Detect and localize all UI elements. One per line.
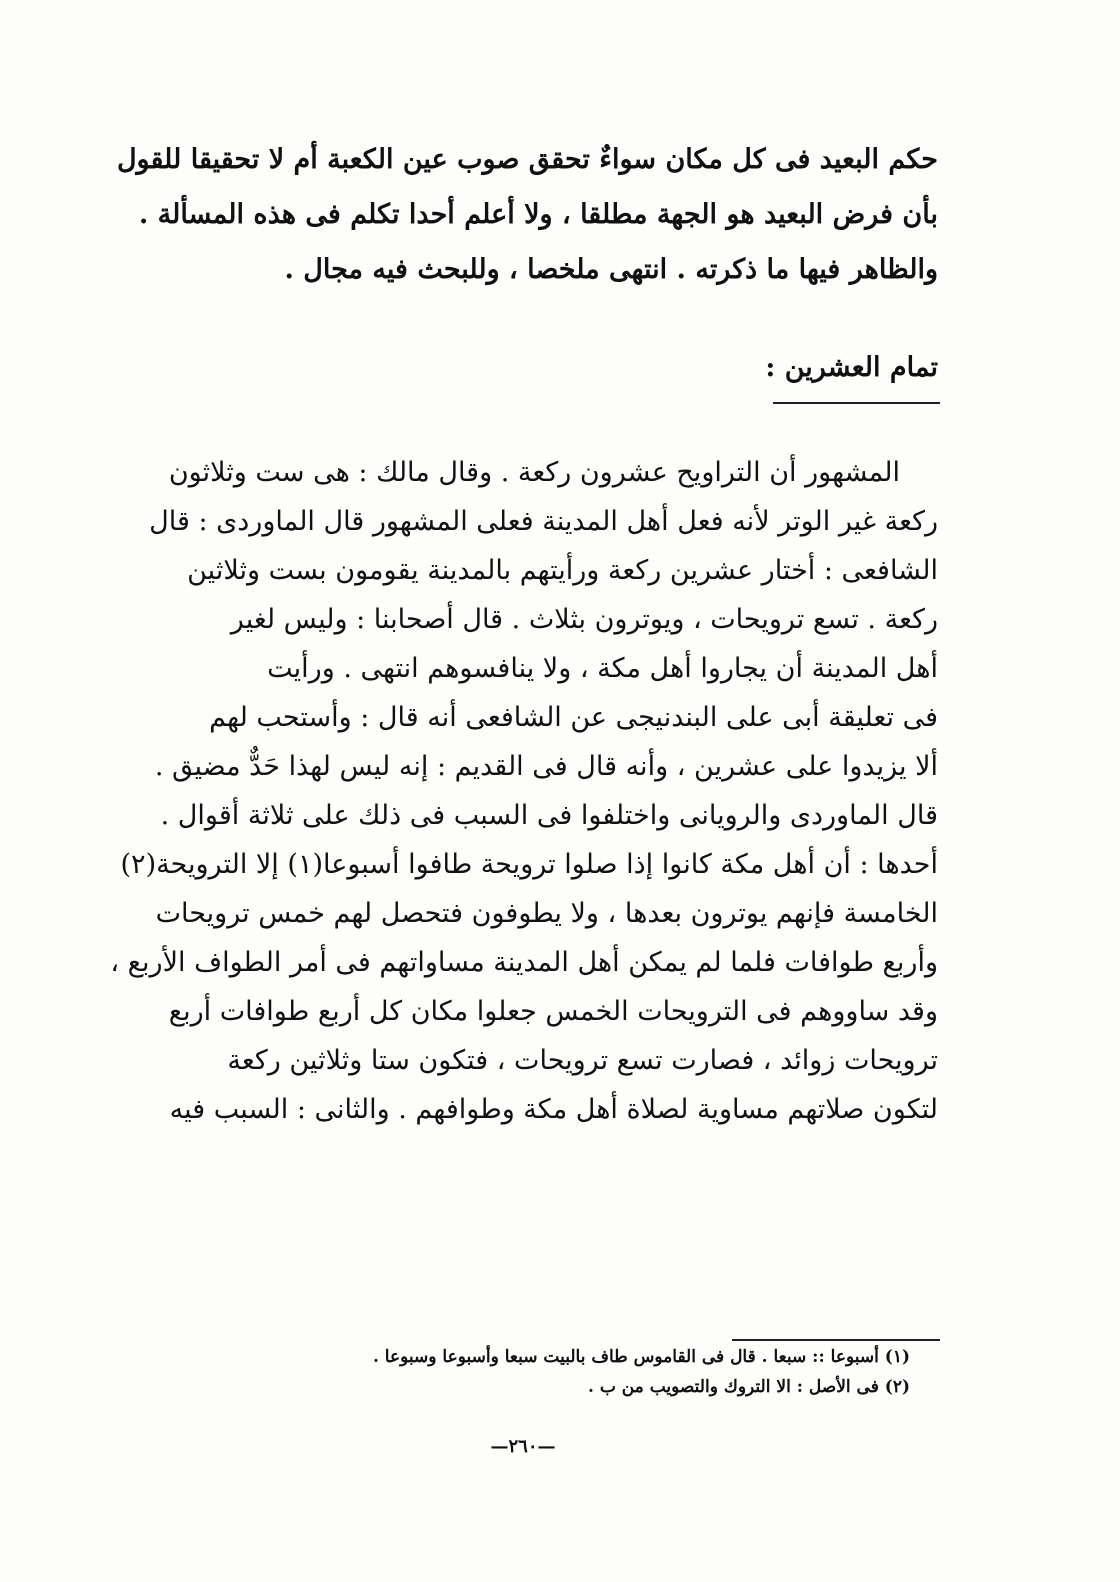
text-line: ركعة . تسع ترويحات ، ويوترون بثلاث . قال أصحابنا : وليس لغير: [230, 604, 938, 635]
heading-underline: [773, 402, 940, 404]
footnote-2: (٢) فى الأصل : الا التروك والتصويب من ب .: [587, 1377, 910, 1397]
text-line: بأن فرض البعيد هو الجهة مطلقا ، ولا أعلم أحدا تكلم فى هذه المسألة .: [138, 199, 938, 230]
section-heading: تمام العشرين :: [765, 352, 938, 383]
text-line: أهل المدينة أن يجاروا أهل مكة ، ولا ينافسوهم انتهى . ورأيت: [267, 653, 938, 684]
text-line: لتكون صلاتهم مساوية لصلاة أهل مكة وطوافهم . والثانى : السبب فيه: [169, 1094, 938, 1125]
text-line: والظاهر فيها ما ذكرته . انتهى ملخصا ، وللبحث فيه مجال .: [284, 254, 938, 285]
text-line: قال الماوردى والرويانى واختلفوا فى السبب فى ذلك على ثلاثة أقوال .: [160, 800, 938, 831]
text-line: حكم البعيد فى كل مكان سواءٌ تحقق صوب عين الكعبة أم لا تحقيقا للقول: [116, 144, 938, 175]
page-number: —٢٦٠—: [490, 1436, 556, 1457]
text-line: ترويحات زوائد ، فصارت تسع ترويحات ، فتكون ستا وثلاثين ركعة: [227, 1045, 938, 1076]
footnote-separator: [732, 1339, 940, 1341]
footnotes: [210, 1342, 910, 1402]
text-line: الشافعى : أختار عشرين ركعة ورأيتهم بالمدينة يقومون بست وثلاثين: [187, 555, 938, 586]
text-line: أحدها : أن أهل مكة كانوا إذا صلوا ترويحة طافوا أسبوعا(١) إلا الترويحة(٢): [120, 849, 938, 880]
body-paragraph: [108, 448, 938, 1134]
text-line: ركعة غير الوتر لأنه فعل أهل المدينة فعلى المشهور قال الماوردى : قال: [149, 506, 938, 537]
footnote-1: (١) أسبوعا :: سبعا . قال فى القاموس طاف بالبيت سبعا وأسبوعا وسبوعا .: [372, 1347, 910, 1367]
text-line: وأربع طوافات فلما لم يمكن أهل المدينة مساواتهم فى أمر الطواف الأربع ،: [110, 947, 938, 978]
text-line: وقد ساووهم فى الترويحات الخمس جعلوا مكان كل أربع طوافات أربع: [168, 996, 938, 1027]
intro-paragraph: [108, 132, 938, 297]
text-line: فى تعليقة أبى على البندنيجى عن الشافعى أنه قال : وأستحب لهم: [209, 702, 938, 733]
text-line: الخامسة فإنهم يوترون بعدها ، ولا يطوفون فتحصل لهم خمس ترويحات: [155, 898, 938, 929]
text-line: المشهور أن التراويح عشرون ركعة . وقال مالك : هى ست وثلاثون: [168, 457, 900, 488]
text-line: ألا يزيدوا على عشرين ، وأنه قال فى القديم : إنه ليس لهذا حَدٌّ مضيق .: [154, 751, 938, 782]
